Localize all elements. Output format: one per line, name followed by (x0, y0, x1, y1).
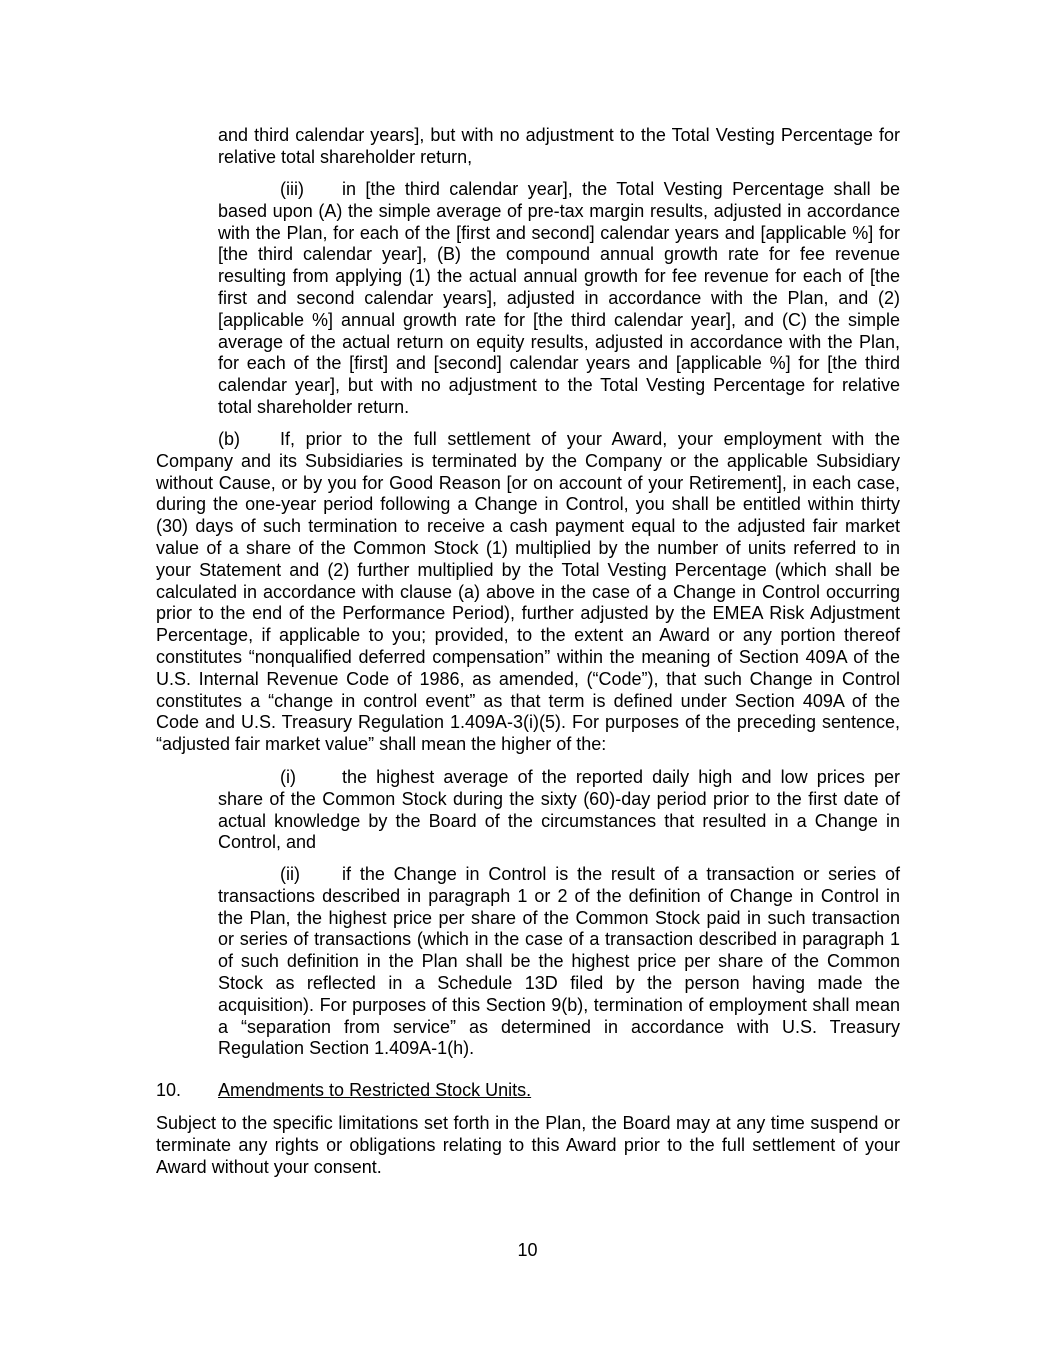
section-10-number: 10. (156, 1080, 182, 1100)
clause-ii-marker: (ii) (280, 864, 300, 884)
continuation-text: and third calendar years], but with no adjustment to the Total Vesting Percentage for relative total shareholder return, (218, 125, 900, 167)
section-10-body (156, 1113, 900, 1178)
section-10-text: Subject to the specific limitations set forth in the Plan, the Board may at any time suspend or terminate any rights or obligations relating to this Award prior to the full settlement of your Award without your consent. (156, 1113, 900, 1177)
clause-iii-marker: (iii) (280, 179, 304, 199)
clause-iii-text: in [the third calendar year], the Total Vesting Percentage shall be based upon (A) the simple average of pre-tax margin results, adjusted in accordance with the Plan, for each of the [first and second] calendar years and [applicable %] for [the third calendar year], (B) the compound annual growth rate for fee revenue resulting from applying (1) the actual annual growth for fee revenue for each of [the first and second calendar years], adjusted in accordance with the Plan, and (2) [applicable %] annual growth rate for [the third calendar year], and (C) the simple average of the actual return on equity results, adjusted in accordance with the Plan, for each of the [first] and [second] calendar years and [applicable %] for [the third calendar year], but with no adjustment to the Total Vesting Percentage for relative total shareholder return. (218, 179, 900, 417)
clause-b-paragraph (156, 429, 900, 756)
clause-ii-text: if the Change in Control is the result of a transaction or series of transactions described in paragraph 1 or 2 of the definition of Change in Control in the Plan, the highest price per share of the Common Stock paid in such transaction or series of transactions (which in the case of a transaction described in paragraph 1 of such definition in the Plan shall be the highest price per share of the Common Stock as reflected in a Schedule 13D filed by the person having made the acquisition). For purposes of this Section 9(b), termination of employment shall mean a “separation from service” as determined in accordance with U.S. Treasury Regulation Section 1.409A-1(h). (218, 864, 900, 1059)
clause-ii-paragraph (218, 864, 900, 1060)
clause-i-text: the highest average of the reported daily high and low prices per share of the Common Stock during the sixty (60)-day period prior to the first date of actual knowledge by the Board of the circumstances that resulted in a Change in Control, and (218, 767, 900, 853)
section-10-title: Amendments to Restricted Stock Units. (218, 1080, 532, 1100)
section-10-heading (156, 1080, 531, 1102)
clause-b-marker: (b) (218, 429, 240, 449)
clause-i-marker: (i) (280, 767, 296, 787)
continuation-paragraph (218, 125, 900, 169)
clause-i-paragraph (218, 767, 900, 854)
page-number: 10 (517, 1240, 538, 1260)
clause-iii-paragraph (218, 179, 900, 419)
clause-b-text: If, prior to the full settlement of your Award, your employment with the Company and its Subsidiaries is terminated by the Company or the applicable Subsidiary without Cause, or by you for Good Reason [or on account of your Retirement], in each case, during the one-year period following a Change in Control, you shall be entitled within thirty (30) days of such termination to receive a cash payment equal to the adjusted fair market value of a share of the Common Stock (1) multiplied by the number of units referred to in your Statement and (2) further multiplied by the Total Vesting Percentage (which shall be calculated in accordance with clause (a) above in the case of a Change in Control occurring prior to the end of the Performance Period), further adjusted by the EMEA Risk Adjustment Percentage, if applicable to you; provided, to the extent an Award or any portion thereof constitutes “nonqualified deferred compensation” within the meaning of Section 409A of the U.S. Internal Revenue Code of 1986, as amended, (“Code”), that such Change in Control constitutes a “change in control event” as that term is defined under Section 409A of the Code and U.S. Treasury Regulation 1.409A-3(i)(5). For purposes of the preceding sentence, “adjusted fair market value” shall mean the higher of the: (156, 429, 900, 755)
